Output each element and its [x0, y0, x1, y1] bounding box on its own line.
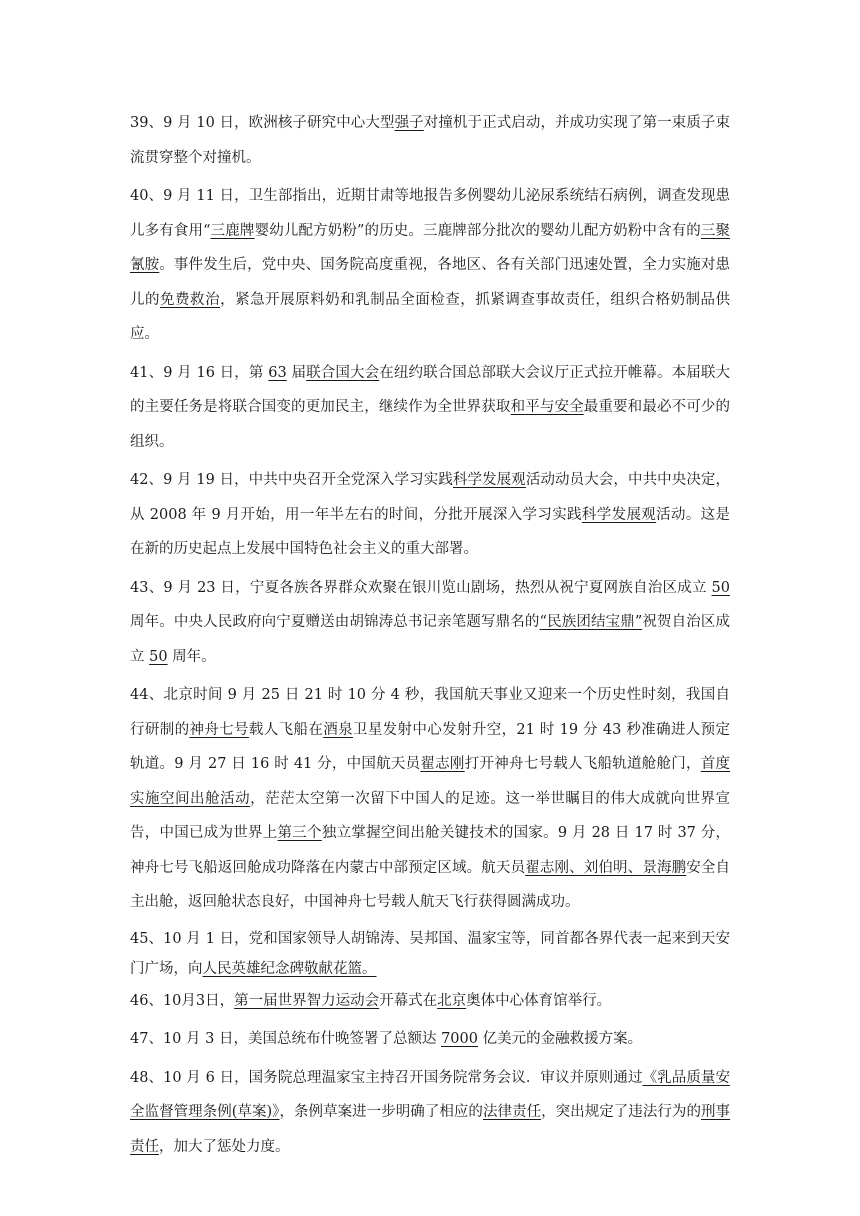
text-run: 41、9 月 16 日，第	[130, 364, 269, 381]
text-run: 周年。中央人民政府向宁夏赠送由胡锦涛总书记亲笔题写鼎名的	[130, 614, 540, 630]
text-run: 活动。这是在新的历史起点上发展中国特色社会主义的重大部署。	[130, 506, 731, 557]
text-run: 对撞机于正式启动，并成功实现了第一束质子束流贯穿整个对撞机。	[130, 115, 731, 166]
list-item	[130, 678, 730, 920]
text-run: 独立掌握空间出舱关键技术的国家。9 月 28 日 17 时 37 分，神舟七号飞船返回舱成功降落在内蒙古中部预定区域。航天员	[130, 825, 731, 876]
text-run: 40、9 月 11 日，卫生部指出，近期甘肃等地报告多例婴幼儿泌尿系统结石病例，调查发现患儿多有食用“	[130, 188, 730, 239]
text-run: 最重要和最必不可少的组织。	[130, 399, 731, 450]
underlined-term: 法律责任	[482, 1104, 542, 1120]
text-run: 42、9 月 19 日，中共中央召开全党深入学习实践	[130, 472, 453, 488]
underlined-term: 翟志刚	[420, 756, 465, 772]
underlined-term: 北京	[437, 992, 467, 1009]
list-item	[130, 1022, 730, 1057]
list-item	[130, 571, 730, 675]
text-run: 周年。	[167, 648, 216, 665]
text-run: 43、9 月 23 日，宁夏各族各界群众欢聚在银川览山剧场，热烈从祝宁夏网族自治区成立	[130, 579, 712, 596]
list-item	[130, 179, 730, 352]
underlined-term: 酒泉	[323, 721, 353, 738]
list-item	[130, 356, 730, 460]
text-run: 奥体中心体育馆举行。	[466, 992, 612, 1009]
text-run: 45、10 月 1 日，党和国家领导人胡锦涛、吴邦国、温家宝等，同首都各界代表一起来到天安门广场，向	[130, 930, 730, 977]
list-item	[130, 106, 730, 175]
underlined-term: 科学发展观	[581, 506, 657, 523]
underlined-term: “民族团结宝鼎”	[539, 614, 643, 630]
list-item	[130, 924, 730, 984]
text-run: 婴幼儿配方奶粉”的历史。三鹿牌部分批次的婴幼儿配方奶粉中含有的	[254, 222, 701, 239]
text-run: 活动动员大会，中共中央决定，从 2008 年 9 月开始，用一年半左右的时间，分批开展深入学习实践	[130, 472, 731, 523]
underlined-term: 50	[711, 579, 730, 596]
underlined-term: 刑事责任	[130, 1104, 731, 1155]
list-item	[130, 1061, 730, 1165]
text-run: 届	[286, 364, 307, 381]
text-run: ，紧急开展原料奶和乳制品全面检查，抓紧调查事故责任，组织合格奶制品供应。	[130, 291, 731, 342]
underlined-term: 和平与安全	[510, 399, 584, 415]
underlined-term: 63	[268, 364, 287, 381]
text-run: ，条例草案进一步明确了相应的	[279, 1104, 483, 1120]
text-run: 46、10月3日，	[130, 992, 235, 1009]
underlined-term: 联合国大会	[306, 364, 380, 381]
text-run: 亿美元的金融救援方案。	[477, 1031, 643, 1047]
underlined-term: 神舟七号	[189, 721, 249, 738]
text-run: 47、10 月 3 日，美国总统布什晚签署了总额达	[130, 1031, 442, 1047]
underlined-term: 强子	[394, 115, 424, 131]
underlined-term: 三聚氰胺	[130, 222, 731, 273]
list-item	[130, 984, 730, 1019]
text-run: 安全自主出舱，返回舱状态良好，中国神舟七号载人航天飞行获得圆满成功。	[130, 859, 731, 910]
text-run: 载人飞船在	[248, 721, 324, 738]
underlined-term: 三鹿牌	[210, 222, 255, 239]
underlined-term: 免费救治	[160, 291, 221, 308]
document-body	[130, 106, 730, 1168]
underlined-term: 翟志刚、刘伯明、景海鹏	[525, 859, 687, 876]
text-run: 44、北京时间 9 月 25 日 21 时 10 分 4 秒，我国航天事业又迎来一个历史性时刻，我国自行研制的	[130, 687, 730, 738]
text-run: 在纽约联合国总部联大会议厅正式拉开帷幕。本届联大的主要任务是将联合国变的更加民主，继续作为全世界获取	[130, 364, 730, 415]
text-run: 48、10 月 6 日，国务院总理温家宝主持召开国务院常务会议．审议并原则通过	[130, 1069, 643, 1086]
text-run: ，加大了惩处力度。	[159, 1138, 290, 1155]
text-run: ，突出规定了违法行为的	[541, 1104, 701, 1120]
underlined-term: 50	[149, 648, 168, 665]
list-item	[130, 463, 730, 567]
text-run: 39、9 月 10 日，欧洲核子研究中心大型	[130, 115, 395, 131]
underlined-term: 《乳品质量安全监督管理条例(草案)》	[130, 1069, 731, 1120]
underlined-term: 科学发展观	[452, 472, 526, 488]
text-run: 打开神舟七号载人飞船轨道舱舱门，	[464, 756, 701, 772]
text-run: ，茫茫太空第一次留下中国人的足迹。这一举世瞩目的伟大成就向世界宣告，中国已成为世界上	[130, 790, 731, 841]
underlined-term: 首度实施空间出舱活动	[130, 756, 731, 807]
text-run: 。事件发生后，党中央、国务院高度重视，各地区、各有关部门迅速处置，全力实施对患儿的	[130, 257, 731, 308]
underlined-term: 第一届世界智力运动会	[234, 992, 380, 1009]
text-run: 开幕式在	[379, 992, 438, 1009]
underlined-term: 7000	[441, 1031, 478, 1047]
underlined-term: 第三个	[277, 825, 322, 841]
underlined-term: 人民英雄纪念碑敬献花篮。	[202, 960, 377, 977]
text-run: 祝贺自治区成立	[130, 614, 731, 665]
text-run: 卫星发射中心发射升空，21 时 19 分 43 秒准确进人预定轨道。9 月 27 日 16 时 41 分，中国航天员	[130, 721, 731, 772]
